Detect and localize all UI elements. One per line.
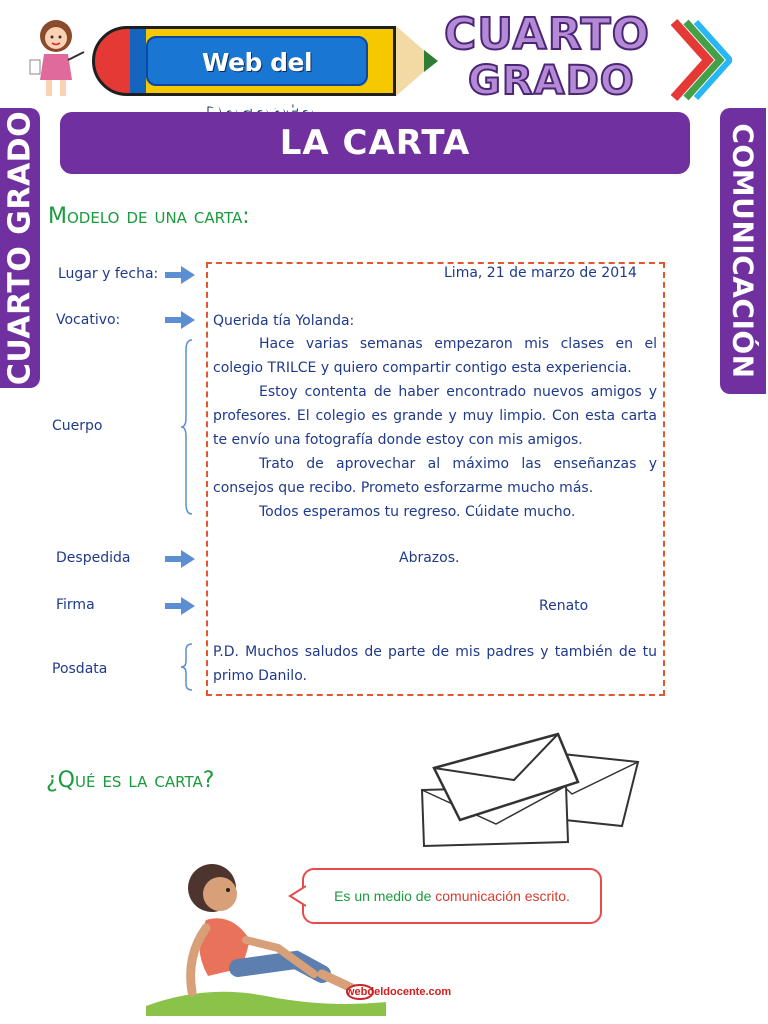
arrow-right-icon (165, 548, 195, 570)
arrow-right-icon (165, 264, 195, 286)
pencil-lead (424, 50, 438, 72)
label-lugar-fecha: Lugar y fecha: (58, 266, 159, 282)
page-title: LA CARTA (60, 112, 690, 174)
bubble-text-start: Es un medio de (334, 888, 436, 904)
bubble-text-highlight: comunicación escrito. (435, 888, 570, 904)
side-tab-left-label: CUARTO GRADO (2, 110, 38, 386)
bubble-definition (302, 868, 602, 924)
section-heading-model: Modelo de una carta: (48, 204, 250, 229)
label-cuerpo: Cuerpo (52, 418, 103, 434)
pencil-band (130, 26, 146, 96)
teacher-illustration (22, 14, 86, 100)
letter-paragraph: Trato de aprovechar al máximo las enseñanzas y consejos que recibo. Prometo esforzarme mucho más. (213, 456, 657, 496)
letter-paragraph: Estoy contenta de haber encontrado nuevos amigos y profesores. El colegio es grande y muy limpio. Con esta carta te envío una fotografía donde estoy con mis amigos. (213, 384, 657, 448)
envelopes-illustration (416, 728, 646, 848)
section-heading-question: ¿Qué es la carta? (46, 768, 215, 793)
label-vocativo: Vocativo: (56, 312, 121, 328)
grade-title-line1: CUARTO (444, 9, 651, 60)
arrow-right-icon (165, 595, 195, 617)
label-despedida: Despedida (56, 550, 131, 566)
letter-greeting: Querida tía Yolanda: (213, 313, 355, 329)
arrow-right-icon (165, 309, 195, 331)
letter-date: Lima, 21 de marzo de 2014 (444, 265, 637, 281)
letter-paragraph: Todos esperamos tu regreso. Cúidate mucho. (259, 504, 576, 520)
label-firma: Firma (56, 597, 95, 613)
pencil-eraser (92, 26, 134, 96)
letter-postscript: P.D. Muchos saludos de parte de mis padres y también de tu primo Danilo. (213, 644, 657, 684)
curly-brace-icon (180, 642, 194, 692)
letter-paragraph: Hace varias semanas empezaron mis clases en el colegio TRILCE y quiero compartir contigo esta experiencia. (213, 336, 657, 376)
label-posdata: Posdata (52, 661, 108, 677)
letter-signature: Renato (539, 598, 589, 614)
letter-closing: Abrazos. (399, 550, 460, 566)
site-logo[interactable]: Web del (146, 36, 368, 86)
side-tab-right-label: COMUNICACIÓN (726, 123, 760, 379)
letter-body (213, 332, 657, 524)
grade-title-line2: GRADO (468, 58, 635, 104)
footer-site-link[interactable]: webdeldocente.com (346, 986, 452, 998)
curly-brace-icon (180, 338, 194, 516)
chevron-arrows-icon (668, 18, 732, 102)
